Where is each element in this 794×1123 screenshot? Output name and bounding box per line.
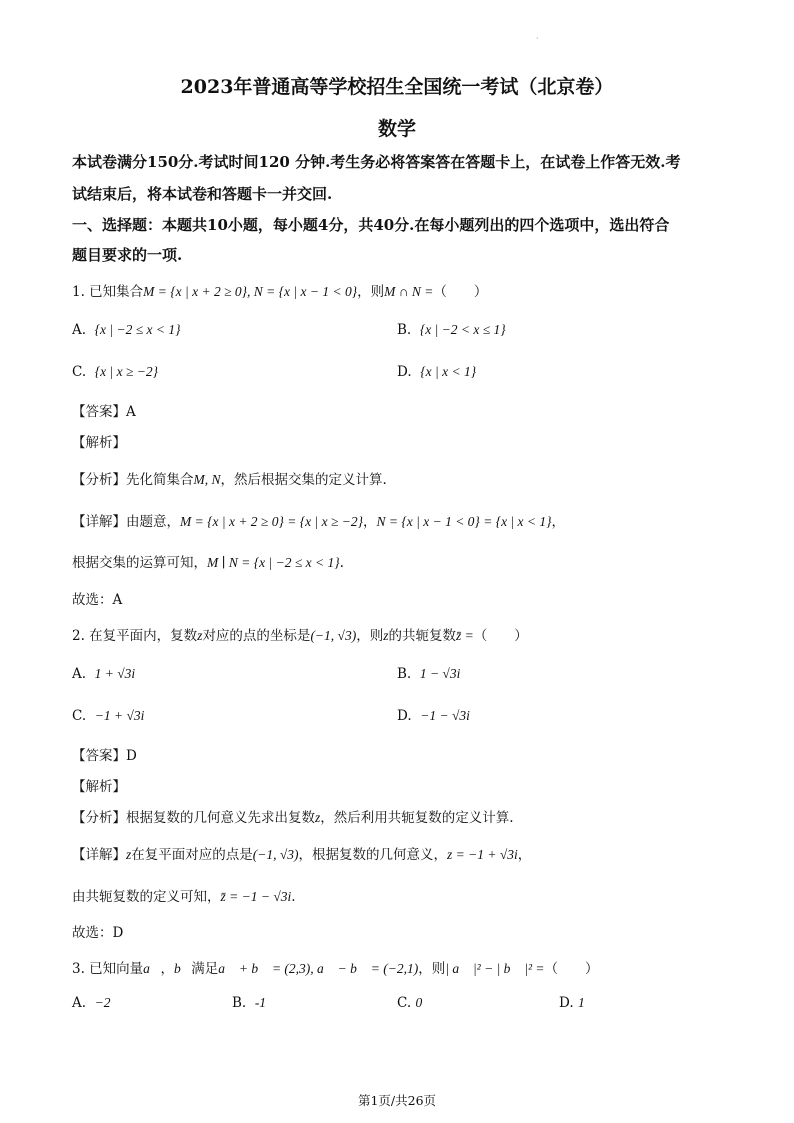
q1-detail-pre: 由题意， <box>126 514 180 530</box>
q3-option-c <box>397 995 422 1011</box>
q2-option-b-label: B. <box>397 666 412 682</box>
q3-option-d-label: D. <box>559 995 574 1011</box>
q2-option-c-label: C. <box>72 708 87 724</box>
q3-stem-mid2: ，则 <box>418 961 446 977</box>
q1-fenxi <box>72 468 387 488</box>
q2-detail-math: z = −1 + √3i <box>447 847 518 862</box>
q2-answer-value: D <box>126 748 137 764</box>
q2-option-d-label: D. <box>397 708 412 724</box>
section-line-1: 一、选择题：本题共10小题，每小题4分，共40分.在每小题列出的四个选项中，选出符合 <box>72 216 670 234</box>
q1-option-c <box>72 364 158 380</box>
exam-title: 2023年普通高等学校招生全国统一考试（北京卷） <box>180 76 614 98</box>
intro-line-2: 试结束后，将本试卷和答题卡一并交回. <box>72 185 333 203</box>
q2-fenxi <box>72 806 514 826</box>
q2-detail <box>72 843 531 863</box>
q1-detail <box>72 510 565 530</box>
q2-stem-z: z <box>197 628 203 643</box>
q1-detail2-math: M ∣ N = {x | −2 ≤ x < 1} <box>207 555 340 570</box>
q1-fenxi-tag: 【分析】 <box>72 472 126 488</box>
intro-line-1: 本试卷满分150分.考试时间120 分钟.考生务必将答案答在答题卡上，在试卷上作答无效.考 <box>72 153 681 171</box>
q2-fenxi-math: z <box>315 810 321 825</box>
q2-fenxi-post: ，然后利用共轭复数的定义计算. <box>320 810 514 826</box>
q3-stem-sep: ， <box>160 961 174 977</box>
q2-stem-z2: z <box>383 628 389 643</box>
q1-fenxi-post: ，然后根据交集的定义计算. <box>220 472 387 488</box>
q2-detail-z: z <box>126 847 132 862</box>
q1-detail-2 <box>72 551 344 571</box>
q1-choose: 故选：A <box>72 592 123 608</box>
q2-detail-post: ， <box>517 847 532 863</box>
q2-detail2-post: . <box>291 889 296 905</box>
q1-detail-post: ， <box>551 514 566 530</box>
q2-option-d-text: −1 − √3i <box>420 708 470 723</box>
q2-option-b-text: 1 − √3i <box>419 666 461 681</box>
q2-detail-mid: ，根据复数的几何意义， <box>298 847 448 863</box>
q1-detail2-post: . <box>339 555 344 571</box>
q2-stem-suffix: （ ） <box>473 628 528 644</box>
q1-detail-mid: ， <box>363 514 377 530</box>
q1-option-d <box>397 364 476 380</box>
q1-answer-tag: 【答案】 <box>72 404 126 420</box>
subject-title: 数学 <box>377 118 416 140</box>
q1-fenxi-math: M, N <box>193 472 221 487</box>
q2-stem-prefix: 2. 在复平面内，复数 <box>72 628 198 644</box>
q2-answer-tag: 【答案】 <box>72 748 126 764</box>
q2-stem-mid1: 对应的点的坐标是 <box>202 628 311 644</box>
q3-option-d-text: 1 <box>577 995 585 1010</box>
q1-option-c-label: C. <box>72 364 87 380</box>
q3-stem-mid1: 满足 <box>191 961 219 977</box>
q3-option-b <box>232 995 266 1011</box>
page-footer: 第1页/共26页 <box>357 1093 437 1108</box>
q2-fenxi-tag: 【分析】 <box>72 810 126 826</box>
q1-option-a <box>72 322 181 338</box>
q2-stem-mid3: 的共轭复数 <box>388 628 456 644</box>
q3-option-c-label: C. <box>397 995 412 1011</box>
q3-stem-prefix: 3. 已知向量 <box>72 961 144 977</box>
q1-option-a-text: {x | −2 ≤ x < 1} <box>94 322 181 337</box>
q2-stem-zbar: z̄ = <box>455 628 474 643</box>
q2-choose: 故选：D <box>72 925 124 941</box>
q3-stem-math: a⃗ + b⃗ = (2,3), a⃗ − b⃗ = (−2,1) <box>218 961 419 976</box>
scan-dot: · <box>536 34 539 43</box>
q3-option-a-text: −2 <box>94 995 111 1010</box>
q2-option-a <box>72 666 135 682</box>
q2-detail2-math: z̄ = −1 − √3i <box>220 889 292 904</box>
q3-stem <box>72 957 599 977</box>
q2-fenxi-pre: 根据复数的几何意义先求出复数 <box>126 810 315 826</box>
q3-stem-a: a⃗ <box>143 961 161 976</box>
q1-stem-math2: M ∩ N = <box>384 284 434 299</box>
q3-option-b-text: -1 <box>254 995 267 1010</box>
q1-detail2-pre: 根据交集的运算可知， <box>72 555 207 571</box>
q2-detail2-pre: 由共轭复数的定义可知， <box>72 889 221 905</box>
q2-option-a-text: 1 + √3i <box>94 666 136 681</box>
q1-option-b-label: B. <box>397 322 412 338</box>
q2-detail-2 <box>72 885 296 905</box>
q1-stem-prefix: 1. 已知集合 <box>72 284 144 300</box>
q1-stem-math: M = {x | x + 2 ≥ 0}, N = {x | x − 1 < 0} <box>143 284 358 299</box>
q2-option-c-text: −1 + √3i <box>94 708 145 723</box>
q2-detail-pre: 在复平面对应的点是 <box>131 847 253 863</box>
q1-fenxi-pre: 先化简集合 <box>126 472 194 488</box>
q2-detail-tag: 【详解】 <box>72 847 126 863</box>
q1-answer <box>72 400 136 420</box>
q3-option-c-text: 0 <box>415 995 423 1010</box>
q3-stem-math2: | a⃗ |² − | b⃗ |² = <box>445 961 545 976</box>
q2-detail-coord: (−1, √3) <box>252 847 299 862</box>
q1-option-a-label: A. <box>72 322 87 338</box>
q3-option-d <box>559 995 585 1011</box>
q2-stem <box>72 624 528 644</box>
q1-option-b-text: {x | −2 < x ≤ 1} <box>419 322 506 337</box>
q1-stem-suffix: （ ） <box>433 284 488 300</box>
q2-stem-coord: (−1, √3) <box>310 628 357 643</box>
q2-option-a-label: A. <box>72 666 87 682</box>
q2-analysis-tag: 【解析】 <box>72 779 126 795</box>
q1-detail-math2: N = {x | x − 1 < 0} = {x | x < 1} <box>376 514 552 529</box>
q1-stem <box>72 280 487 300</box>
q1-option-d-label: D. <box>397 364 412 380</box>
q2-option-d <box>397 708 470 724</box>
q3-stem-b: b⃗ <box>173 961 192 976</box>
q1-option-b <box>397 322 506 338</box>
q1-detail-tag: 【详解】 <box>72 514 126 530</box>
q1-stem-mid: ，则 <box>357 284 385 300</box>
q2-stem-mid2: ，则 <box>356 628 384 644</box>
section-line-2: 题目要求的一项. <box>72 246 183 264</box>
q1-option-d-text: {x | x < 1} <box>420 364 477 379</box>
q3-stem-suffix: （ ） <box>544 961 599 977</box>
q2-option-c <box>72 708 144 724</box>
q3-option-b-label: B. <box>232 995 247 1011</box>
q2-answer <box>72 744 137 764</box>
q3-option-a <box>72 995 111 1011</box>
q1-detail-math1: M = {x | x + 2 ≥ 0} = {x | x ≥ −2} <box>180 514 363 529</box>
q3-option-a-label: A. <box>72 995 87 1011</box>
q1-answer-value: A <box>126 404 136 420</box>
q1-analysis-tag: 【解析】 <box>72 435 126 451</box>
q1-option-c-text: {x | x ≥ −2} <box>94 364 158 379</box>
q2-option-b <box>397 666 460 682</box>
